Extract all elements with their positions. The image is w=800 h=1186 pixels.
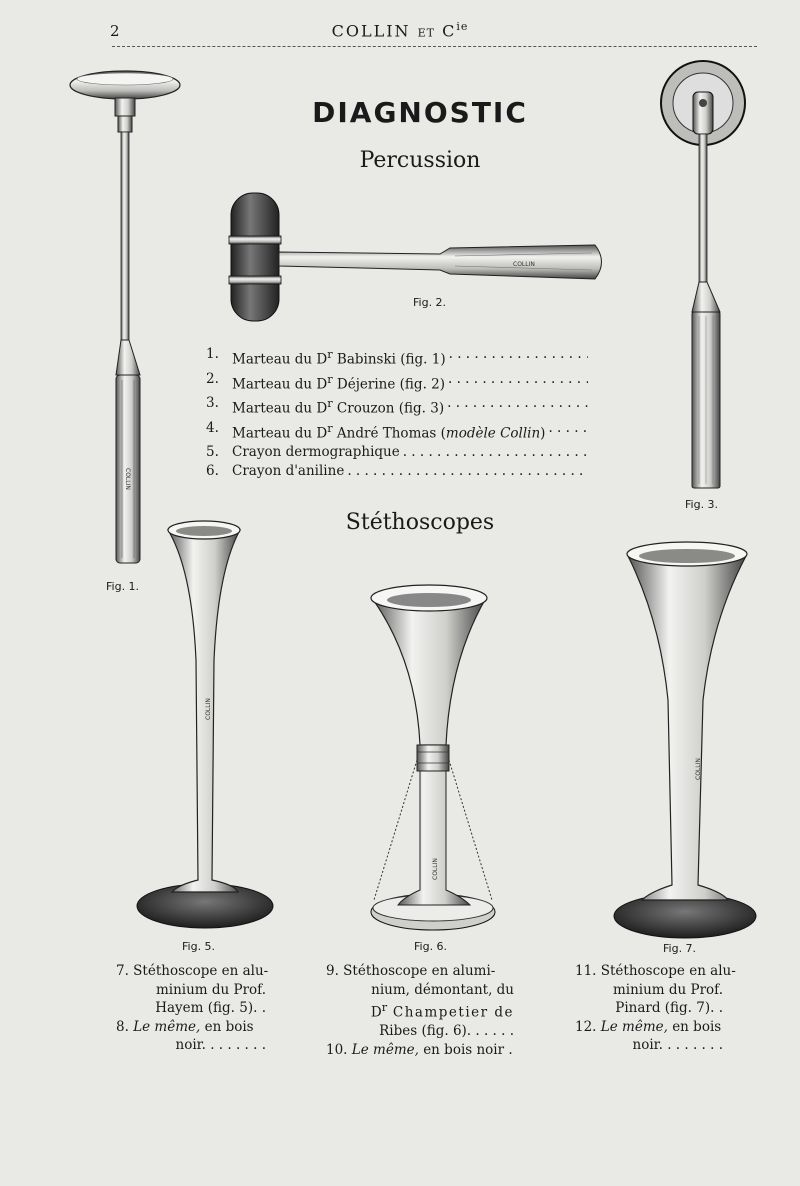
caption-fig6: Fig. 6. xyxy=(414,940,448,953)
steth-block-hayem xyxy=(116,962,269,1055)
block-line: 11. Stéthoscope en alu- xyxy=(575,963,736,979)
item-number: 6. xyxy=(206,463,219,479)
item-text: Marteau du $D^r$ André Thomas (modèle Collin) xyxy=(232,421,546,441)
item-number: 4. xyxy=(206,419,219,436)
item-text: Marteau du $D^r$ Babinski (fig. 1) xyxy=(232,348,446,368)
page-title: DIAGNOSTIC xyxy=(312,96,528,129)
item-number: 3. xyxy=(206,395,219,411)
list-item xyxy=(206,370,588,395)
dot-leader xyxy=(448,370,588,395)
list-item xyxy=(206,394,588,419)
item-text: Crayon d'aniline xyxy=(232,463,345,479)
fig3-hammer-illustration xyxy=(661,61,745,488)
fig2-brand-mark: COLLIN xyxy=(513,261,535,268)
block-line: minium du Prof. xyxy=(155,981,266,998)
block-line: Ribes (fig. 6). . . . . . xyxy=(379,1023,514,1039)
block-line: 9. Stéthoscope en alumi- xyxy=(326,963,496,979)
block-line: noir. . . . . . . . xyxy=(175,1037,266,1053)
steth-block-pinard xyxy=(575,962,736,1055)
list-item xyxy=(206,419,588,444)
dot-leader xyxy=(548,419,588,444)
block-line: 8. Le même, en bois xyxy=(116,1018,254,1035)
block-line: 10. Le même, en bois noir . xyxy=(326,1041,513,1058)
block-line: Hayem (fig. 5). . xyxy=(155,1000,266,1016)
fig6-brand-mark: COLLIN xyxy=(432,858,439,880)
section-stethoscopes: Stéthoscopes xyxy=(345,510,495,535)
list-item xyxy=(206,443,588,462)
caption-fig2: Fig. 2. xyxy=(413,296,447,309)
steth-block-champetier xyxy=(326,962,514,1059)
dot-leader xyxy=(449,345,588,370)
block-line: minium du Prof. xyxy=(612,981,723,998)
fig1-brand-mark: COLLIN xyxy=(124,468,131,490)
block-line: nium, démontant, du xyxy=(371,981,514,998)
fig5-brand-mark: COLLIN xyxy=(205,698,212,720)
caption-fig1: Fig. 1. xyxy=(106,580,140,593)
block-line: 7. Stéthoscope en alu- xyxy=(116,963,269,979)
fig6-stethoscope-illustration xyxy=(371,585,495,930)
caption-fig7: Fig. 7. xyxy=(663,942,697,955)
item-text: Crayon dermographique xyxy=(232,444,400,460)
block-line: noir. . . . . . . . xyxy=(632,1037,723,1053)
caption-fig5: Fig. 5. xyxy=(182,940,216,953)
running-head-et: ET xyxy=(417,26,436,40)
item-number: 5. xyxy=(206,444,219,460)
item-text: Marteau du $D^r$ Crouzon (fig. 3) xyxy=(232,397,445,417)
list-item xyxy=(206,345,588,370)
running-head-c: C xyxy=(442,21,457,41)
caption-fig3: Fig. 3. xyxy=(685,498,719,511)
fig5-stethoscope-illustration xyxy=(137,521,273,928)
block-line: 12. Le même, en bois xyxy=(575,1018,722,1035)
percussion-list xyxy=(206,345,588,481)
block-line: $D^r$ Champetier de xyxy=(370,1001,514,1021)
item-number: 2. xyxy=(206,370,219,387)
page-number: 2 xyxy=(110,22,120,40)
fig1-hammer-illustration xyxy=(70,71,180,563)
dot-leader xyxy=(447,394,588,419)
dot-leader xyxy=(403,443,588,462)
list-item xyxy=(206,462,588,481)
fig7-brand-mark: COLLIN xyxy=(695,758,702,780)
block-line: Pinard (fig. 7). . xyxy=(615,1000,723,1016)
item-text: Marteau du $D^r$ Déjerine (fig. 2) xyxy=(232,372,446,392)
dot-leader xyxy=(347,462,588,481)
item-number: 1. xyxy=(206,346,219,362)
running-head-main: COLLIN xyxy=(331,21,411,41)
section-percussion: Percussion xyxy=(359,148,481,173)
running-head-sup: ie xyxy=(456,20,469,33)
fig7-stethoscope-illustration xyxy=(614,542,756,938)
